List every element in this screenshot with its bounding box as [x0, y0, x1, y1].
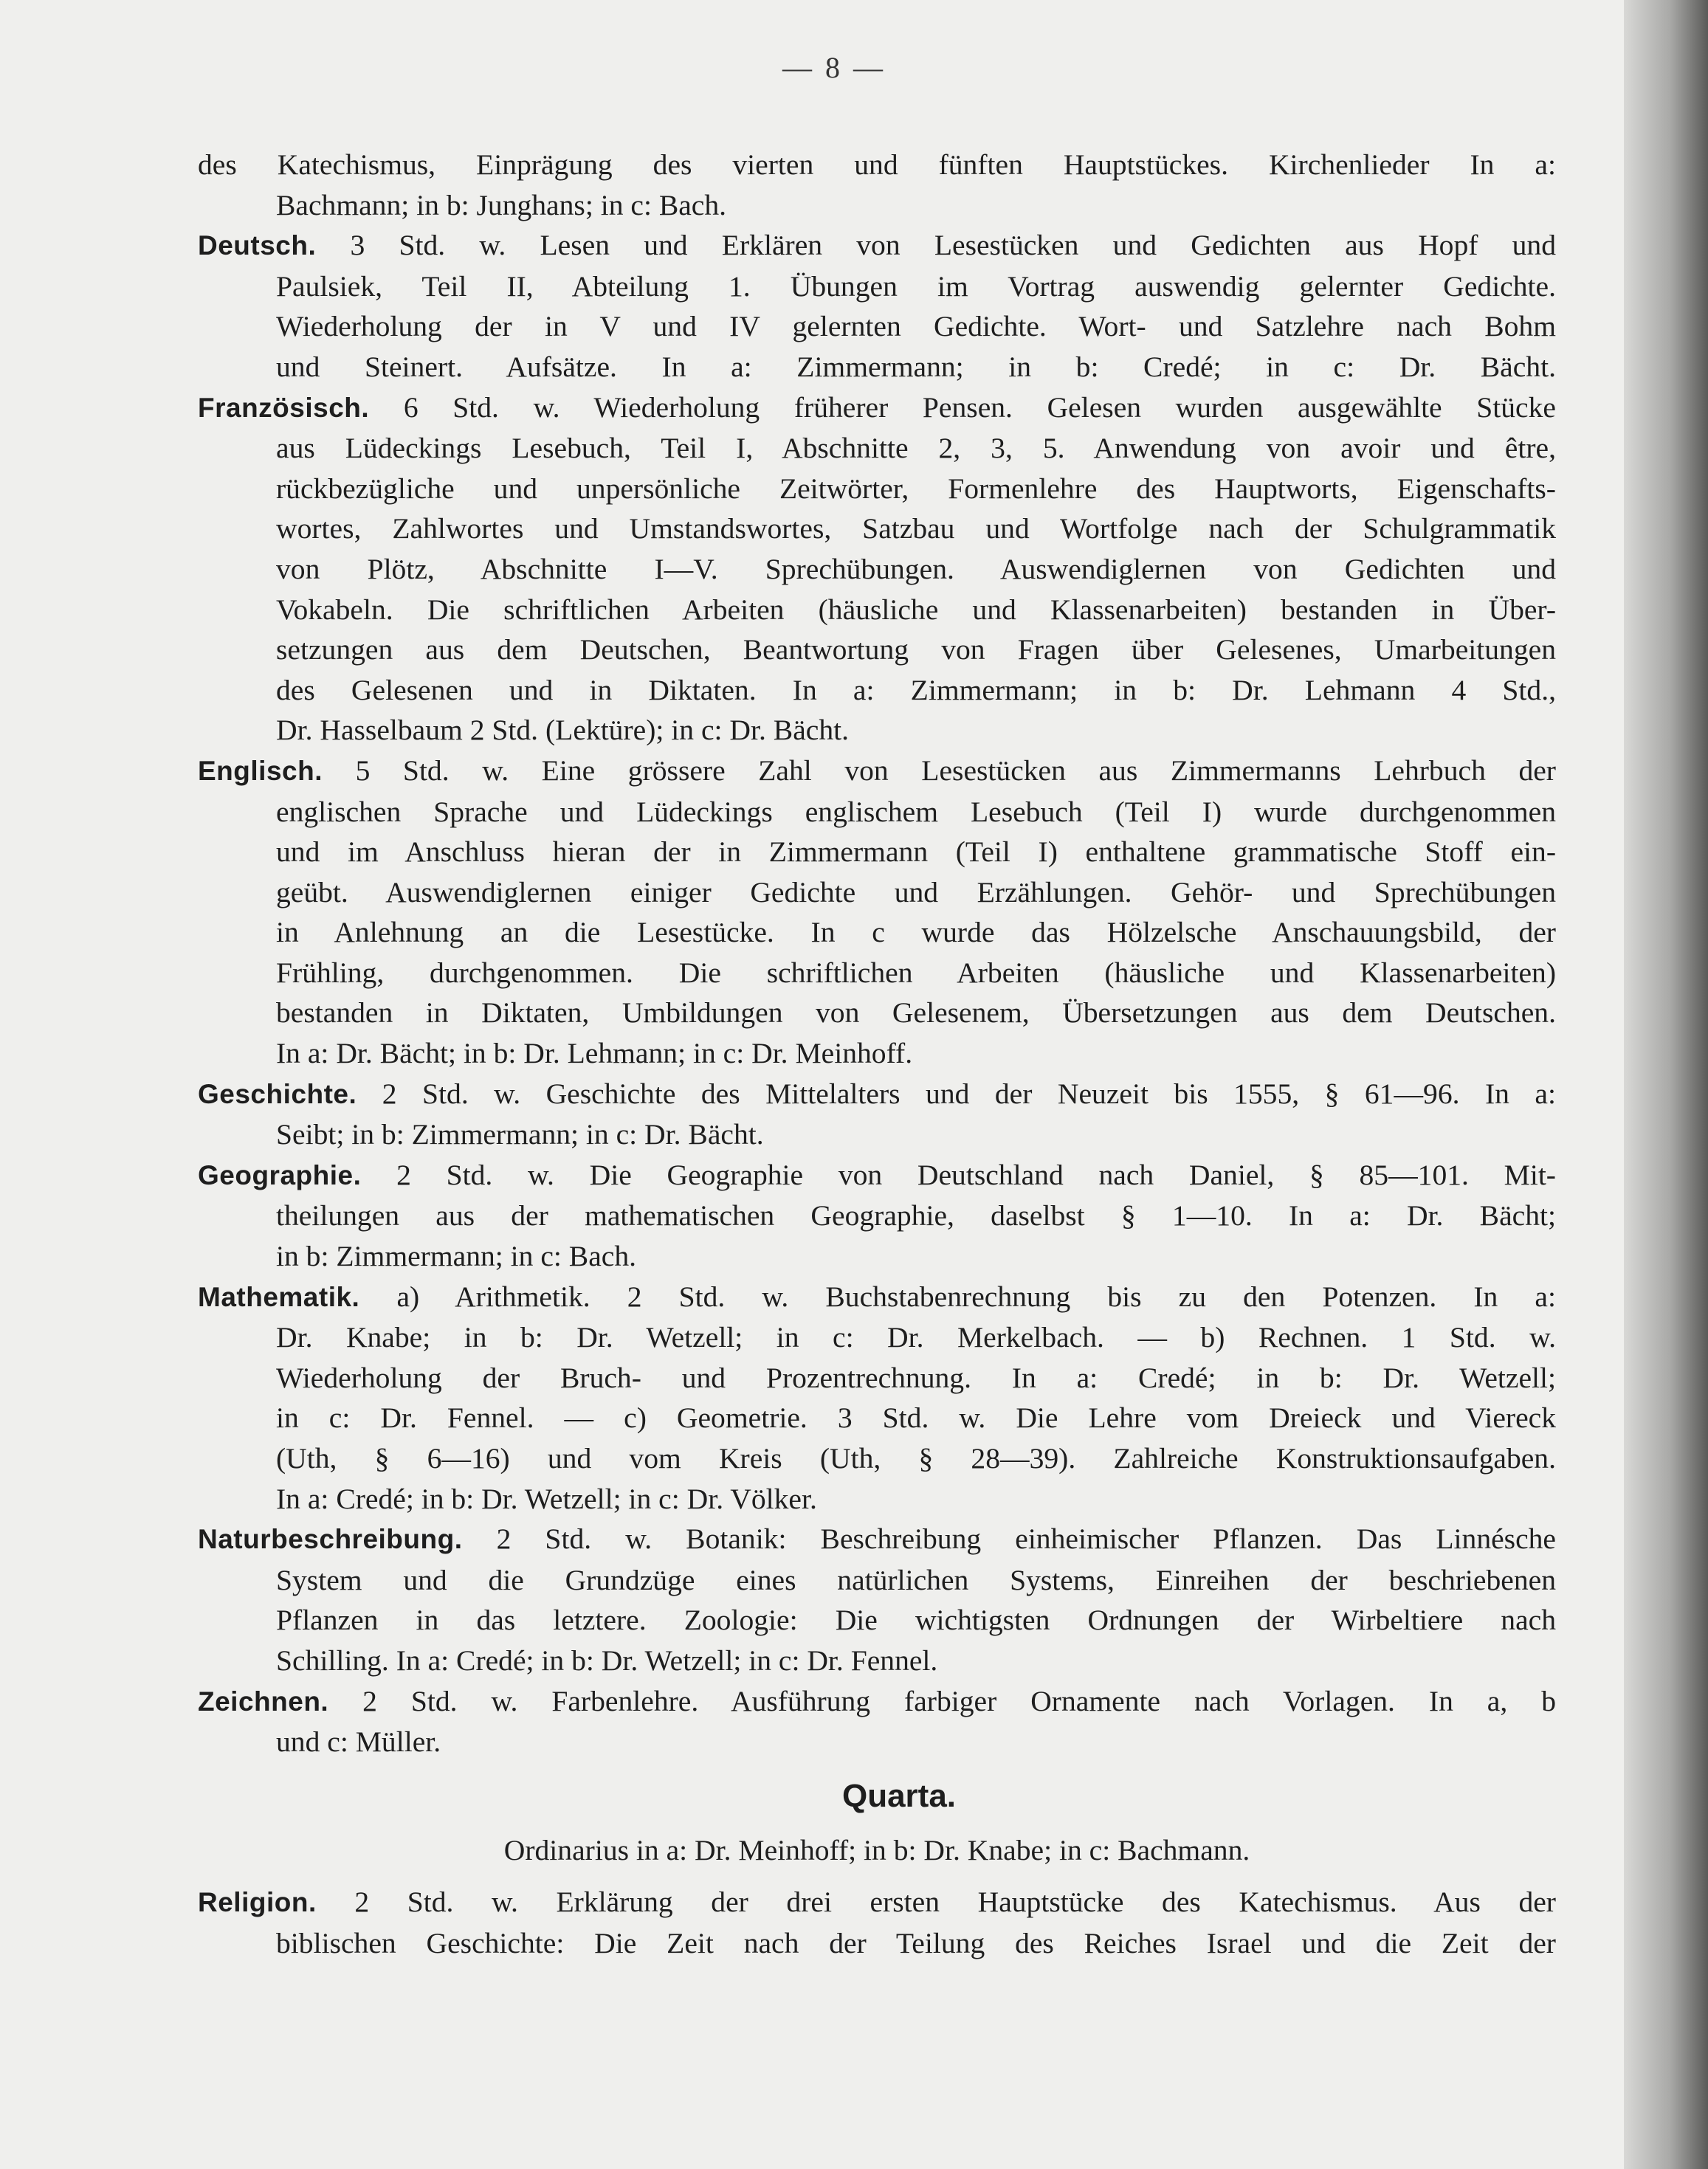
section-zeichnen — [198, 1681, 1556, 1762]
text-line: theilungen aus der mathematischen Geographie, daselbst § 1—10. In a: Dr. Bächt; — [276, 1199, 1556, 1232]
ordinarius-line: Ordinarius in a: Dr. Meinhoff; in b: Dr. Knabe; in c: Bachmann. — [503, 1833, 1250, 1866]
text-line: von Plötz, Abschnitte I—V. Sprechübungen. Auswendiglernen von Gedichten und — [276, 552, 1556, 585]
text-fragment: a) Arithmetik. 2 Std. w. Buchstabenrechnung bis zu den Potenzen. In a: — [396, 1280, 1556, 1313]
text-line: Dr. Hasselbaum 2 Std. (Lektüre); in c: Dr. Bächt. — [276, 714, 850, 747]
text-line: des Katechismus, Einprägung des vierten und fünften Hauptstückes. Kirchenlieder In a: — [198, 148, 1556, 181]
text-line: in b: Zimmermann; in c: Bach. — [276, 1240, 637, 1273]
text-line: und c: Müller. — [276, 1725, 441, 1759]
section-heading: Geschichte. — [198, 1078, 357, 1109]
intro-paragraph — [198, 145, 1556, 225]
section-geographie — [198, 1155, 1556, 1277]
text-line: wortes, Zahlwortes und Umstandswortes, Satzbau und Wortfolge nach der Schulgrammatik — [276, 512, 1556, 545]
page-number: — 8 — — [782, 51, 886, 84]
text-fragment: 2 Std. w. Botanik: Beschreibung einheimischer Pflanzen. Das Linnésche — [496, 1523, 1556, 1556]
section-mathematik — [198, 1277, 1556, 1520]
text-line: Pflanzen in das letztere. Zoologie: Die wichtigsten Ordnungen der Wirbeltiere nach — [276, 1604, 1556, 1637]
section-deutsch — [198, 225, 1556, 387]
text-line — [198, 1882, 1556, 1923]
section-heading: Mathematik. — [198, 1281, 360, 1312]
text-line: rückbezügliche und unpersönliche Zeitwörter, Formenlehre des Hauptworts, Eigenschafts- — [276, 472, 1556, 505]
text-line: (Uth, § 6—16) und vom Kreis (Uth, § 28—39). Zahlreiche Konstruktionsaufgaben. — [276, 1442, 1556, 1475]
text-line: Seibt; in b: Zimmermann; in c: Dr. Bächt. — [276, 1118, 764, 1151]
text-line — [198, 1155, 1556, 1196]
text-line — [198, 1277, 1556, 1318]
text-line — [198, 225, 1556, 266]
text-line: englischen Sprache und Lüdeckings englischem Lesebuch (Teil I) wurde durchgenommen — [276, 795, 1556, 828]
section-geschichte — [198, 1074, 1556, 1155]
text-line: des Gelesenen und in Diktaten. In a: Zimmermann; in b: Dr. Lehmann 4 Std., — [276, 673, 1556, 706]
text-line: Wiederholung der Bruch- und Prozentrechnung. In a: Credé; in b: Dr. Wetzell; — [276, 1361, 1556, 1394]
section-heading: Französisch. — [198, 392, 370, 423]
section-heading: Naturbeschreibung. — [198, 1524, 463, 1555]
text-line: In a: Dr. Bächt; in b: Dr. Lehmann; in c: Dr. Meinhoff. — [276, 1037, 913, 1070]
section-englisch — [198, 751, 1556, 1074]
text-line: Schilling. In a: Credé; in b: Dr. Wetzell; in c: Dr. Fennel. — [276, 1644, 938, 1677]
text-fragment: 6 Std. w. Wiederholung früherer Pensen. Gelesen wurden ausgewählte Stücke — [403, 390, 1556, 424]
section-religion — [198, 1882, 1556, 1963]
page-edge-shadow — [1624, 0, 1708, 2169]
text-line: aus Lüdeckings Lesebuch, Teil I, Abschnitte 2, 3, 5. Anwendung von avoir und être, — [276, 432, 1556, 465]
text-line: setzungen aus dem Deutschen, Beantwortung von Fragen über Gelesenes, Umarbeitungen — [276, 633, 1556, 666]
page-text — [198, 145, 1556, 1964]
text-line: in c: Dr. Fennel. — c) Geometrie. 3 Std. w. Die Lehre vom Dreieck und Viereck — [276, 1401, 1556, 1435]
section-naturbeschreibung — [198, 1519, 1556, 1680]
text-line: biblischen Geschichte: Die Zeit nach der Teilung des Reiches Israel und die Zeit der — [276, 1926, 1556, 1959]
section-heading: Geographie. — [198, 1159, 362, 1190]
text-line — [198, 751, 1556, 792]
text-line — [198, 387, 1556, 429]
text-line: Paulsiek, Teil II, Abteilung 1. Übungen im Vortrag auswendig gelernter Gedichte. — [276, 269, 1556, 303]
text-line: und Steinert. Aufsätze. In a: Zimmermann; in b: Credé; in c: Dr. Bächt. — [276, 350, 1556, 383]
text-fragment: 2 Std. w. Erklärung der drei ersten Hauptstücke des Katechismus. Aus der — [354, 1886, 1556, 1919]
section-heading: Englisch. — [198, 755, 323, 786]
text-line: In a: Credé; in b: Dr. Wetzell; in c: Dr. Völker. — [276, 1482, 817, 1515]
text-fragment: 3 Std. w. Lesen und Erklären von Lesestücken und Gedichten aus Hopf und — [350, 229, 1556, 262]
section-heading: Religion. — [198, 1887, 317, 1918]
text-line: und im Anschluss hieran der in Zimmermann (Teil I) enthaltene grammatische Stoff ein- — [276, 835, 1556, 869]
text-line: geübt. Auswendiglernen einiger Gedichte und Erzählungen. Gehör- und Sprechübungen — [276, 875, 1556, 908]
text-line — [198, 1074, 1556, 1115]
text-fragment: 5 Std. w. Eine grössere Zahl von Lesestücken aus Zimmermanns Lehrbuch der — [355, 754, 1556, 787]
section-franzoesisch — [198, 387, 1556, 751]
text-fragment: 2 Std. w. Die Geographie von Deutschland nach Daniel, § 85—101. Mit- — [396, 1158, 1556, 1191]
text-line: Dr. Knabe; in b: Dr. Wetzell; in c: Dr. Merkelbach. — b) Rechnen. 1 Std. w. — [276, 1321, 1556, 1354]
text-line: Wiederholung der in V und IV gelernten Gedichte. Wort- und Satzlehre nach Bohm — [276, 310, 1556, 343]
text-line — [198, 1681, 1556, 1723]
class-section-title: Quarta. — [841, 1777, 957, 1814]
text-line: bestanden in Diktaten, Umbildungen von Gelesenem, Übersetzungen aus dem Deutschen. — [276, 996, 1556, 1030]
text-line: Bachmann; in b: Junghans; in c: Bach. — [276, 188, 727, 221]
text-line: Frühling, durchgenommen. Die schriftlichen Arbeiten (häusliche und Klassenarbeiten) — [276, 956, 1556, 989]
text-line: in Anlehnung an die Lesestücke. In c wurde das Hölzelsche Anschauungsbild, der — [276, 916, 1556, 949]
text-fragment: 2 Std. w. Geschichte des Mittelalters und der Neuzeit bis 1555, § 61—96. In a: — [382, 1077, 1556, 1110]
section-heading: Deutsch. — [198, 230, 317, 261]
text-fragment: 2 Std. w. Farbenlehre. Ausführung farbiger Ornamente nach Vorlagen. In a, b — [362, 1684, 1556, 1717]
section-heading: Zeichnen. — [198, 1686, 329, 1717]
text-line — [198, 1519, 1556, 1560]
text-line: Vokabeln. Die schriftlichen Arbeiten (häusliche und Klassenarbeiten) bestanden in Über- — [276, 593, 1556, 626]
text-line: System und die Grundzüge eines natürlichen Systems, Einreihen der beschriebenen — [276, 1563, 1556, 1596]
